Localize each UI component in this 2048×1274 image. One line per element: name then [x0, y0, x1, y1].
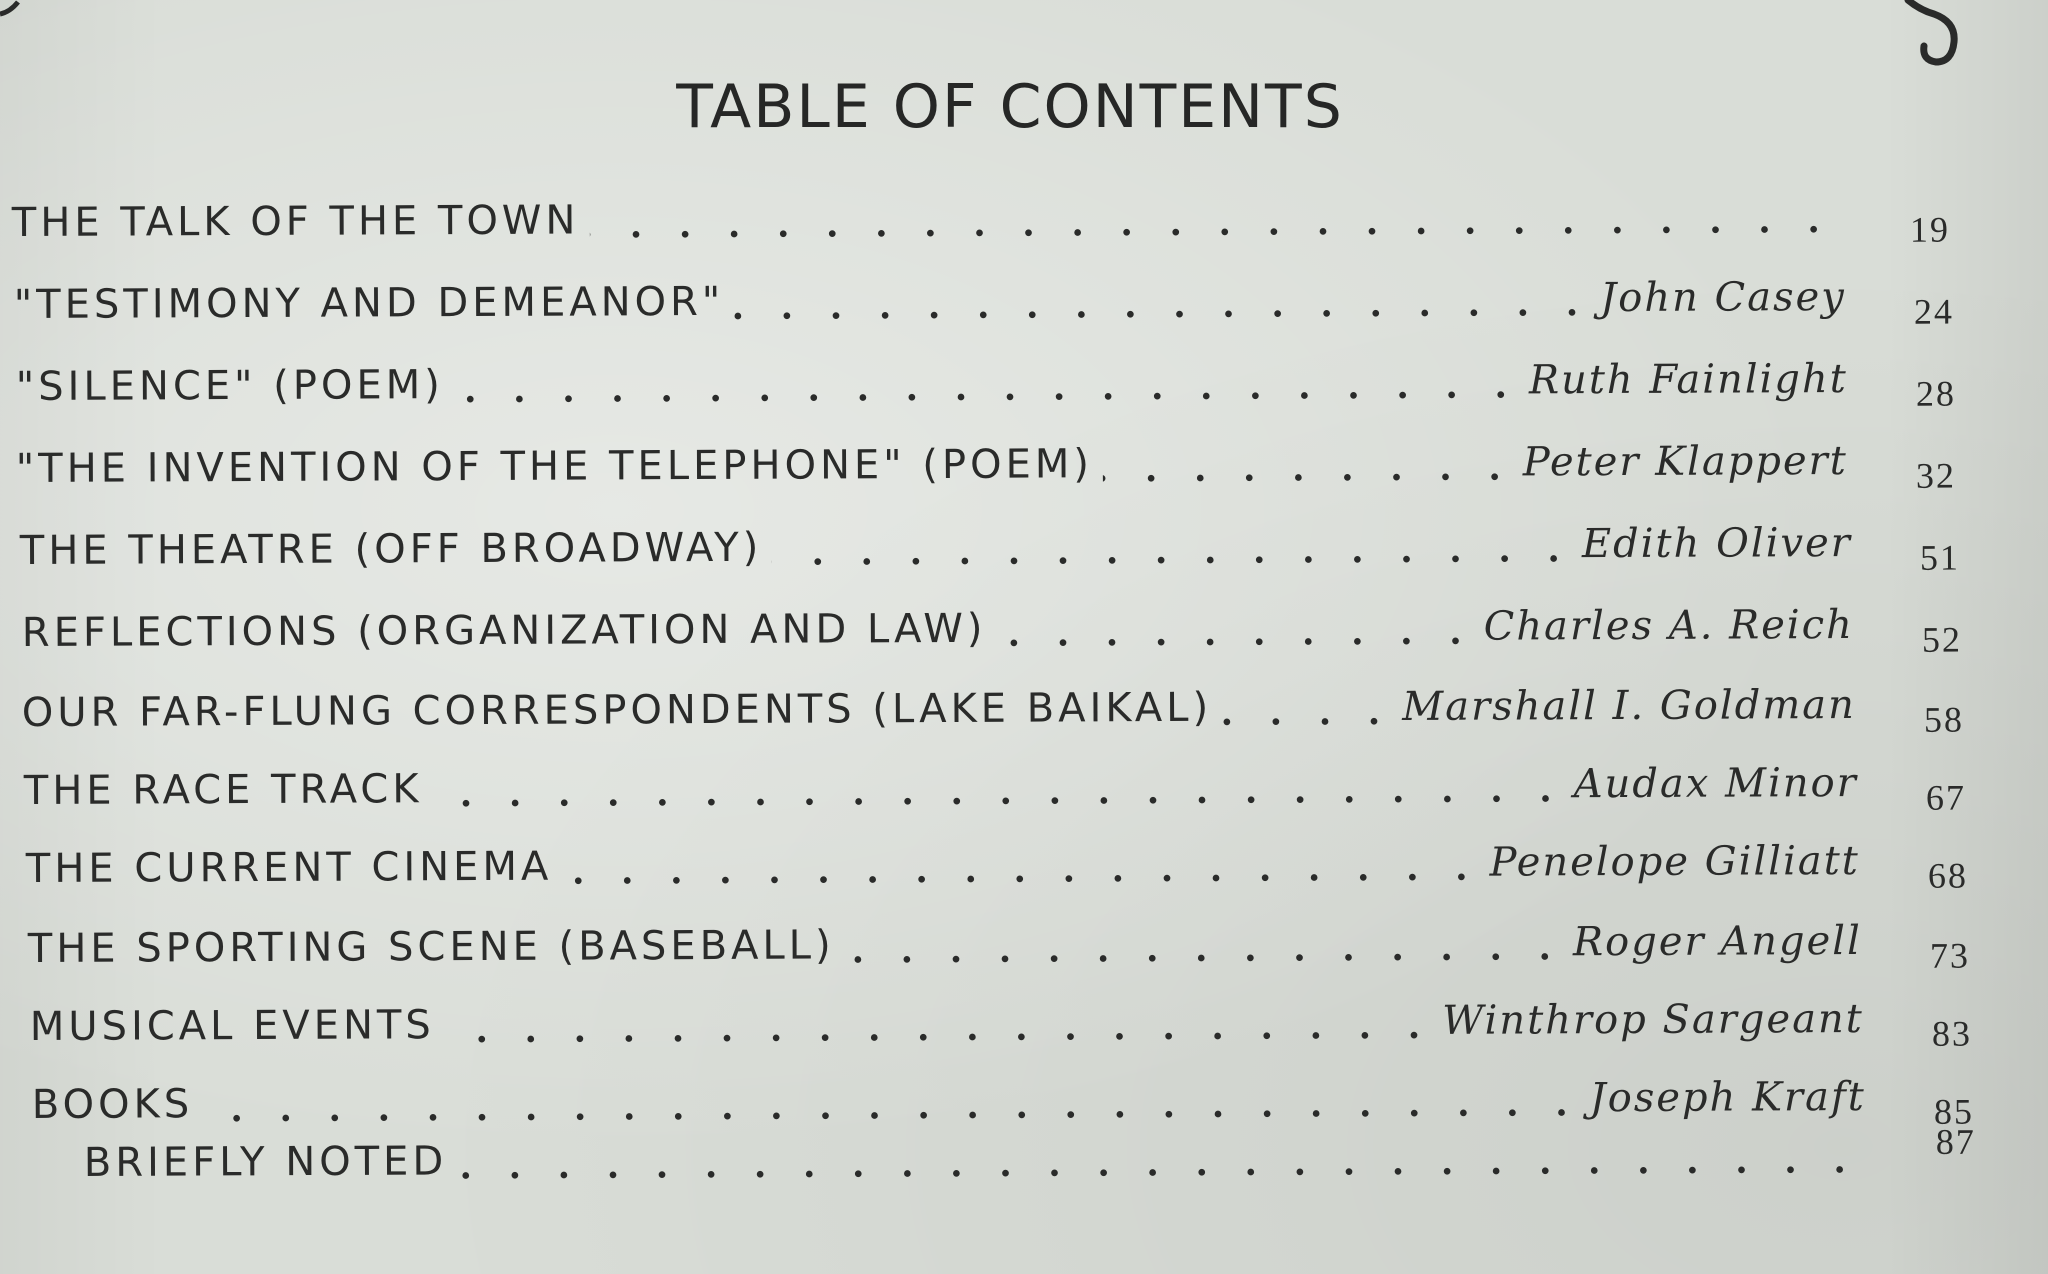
- entry-page-number: 68: [1927, 855, 1968, 896]
- entry-title: BRIEFLY NOTED: [83, 1138, 448, 1187]
- toc-entry: [26, 838, 1968, 906]
- toc-entry: [22, 682, 1964, 750]
- page-title: TABLE OF CONTENTS: [676, 72, 1344, 142]
- entry-author: Penelope Gilliatt: [1489, 837, 1860, 886]
- toc-entry: [16, 438, 1956, 506]
- dot-leader: [562, 847, 1480, 891]
- dot-leader: [1222, 691, 1392, 732]
- entry-title: THE CURRENT CINEMA: [25, 843, 553, 893]
- entry-title: "THE INVENTION OF THE TELEPHONE" (POEM): [15, 441, 1094, 493]
- entry-author: Roger Angell: [1572, 917, 1862, 966]
- dot-leader: [432, 768, 1563, 813]
- toc-entry: [28, 918, 1970, 986]
- entry-author: Joseph Kraft: [1589, 1073, 1866, 1122]
- entry-page-number: 24: [1913, 291, 1954, 332]
- toc-entry: [14, 274, 1954, 342]
- dot-leader: [772, 528, 1572, 571]
- entry-page-number: 51: [1919, 537, 1960, 578]
- entry-author: Ruth Fainlight: [1528, 356, 1848, 404]
- dot-leader: [454, 364, 1519, 409]
- entry-page-number: 83: [1931, 1013, 1972, 1054]
- dot-leader: [457, 1139, 1858, 1185]
- dot-leader: [203, 1082, 1580, 1128]
- toc-entry: [16, 356, 1956, 424]
- entry-page-number: 58: [1923, 699, 1964, 740]
- entry-page-number: 87: [1935, 1121, 1976, 1162]
- entry-author: Charles A. Reich: [1483, 602, 1854, 650]
- toc-entry: [22, 602, 1962, 670]
- entry-author: Peter Klappert: [1522, 438, 1848, 486]
- entry-title: THE TALK OF THE TOWN: [11, 197, 580, 247]
- toc-entry: [24, 760, 1966, 828]
- dot-leader: [589, 199, 1832, 244]
- entry-title: THE RACE TRACK: [23, 766, 423, 815]
- entry-page-number: 52: [1921, 619, 1962, 660]
- dot-leader: [845, 926, 1564, 969]
- entry-page-number: 28: [1915, 373, 1956, 414]
- entry-author: Audax Minor: [1573, 759, 1858, 808]
- entry-author: John Casey: [1600, 274, 1846, 322]
- entry-title: THE THEATRE (OFF BROADWAY): [19, 524, 763, 575]
- dot-leader: [445, 1005, 1433, 1049]
- entry-title: "TESTIMONY AND DEMEANOR": [13, 278, 725, 329]
- entry-title: MUSICAL EVENTS: [29, 1002, 435, 1051]
- toc-entry: [20, 520, 1960, 588]
- toc-entry: [32, 1074, 1974, 1142]
- toc-entry: [12, 192, 1950, 260]
- dot-leader: [1103, 446, 1513, 488]
- entry-author: Winthrop Sargeant: [1442, 995, 1864, 1044]
- entry-page-number: 67: [1925, 777, 1966, 818]
- entry-title: "SILENCE" (POEM): [15, 362, 444, 411]
- dot-leader: [996, 611, 1473, 653]
- toc-entry: [30, 996, 1972, 1064]
- entry-page-number: 19: [1909, 209, 1950, 250]
- entry-page-number: 85: [1933, 1091, 1974, 1132]
- entry-title: THE SPORTING SCENE (BASEBALL): [27, 922, 835, 973]
- entry-page-number: 73: [1929, 935, 1970, 976]
- dot-leader: [734, 282, 1590, 326]
- entry-page-number: 32: [1915, 455, 1956, 496]
- toc-sub-entry: [83, 1121, 1976, 1200]
- entry-title: BOOKS: [31, 1081, 194, 1129]
- entry-title: REFLECTIONS (ORGANIZATION AND LAW): [21, 605, 987, 657]
- entry-title: OUR FAR-FLUNG CORRESPONDENTS (LAKE BAIKAL): [21, 684, 1213, 737]
- entry-author: Edith Oliver: [1581, 520, 1852, 568]
- entry-author: Marshall I. Goldman: [1402, 681, 1856, 730]
